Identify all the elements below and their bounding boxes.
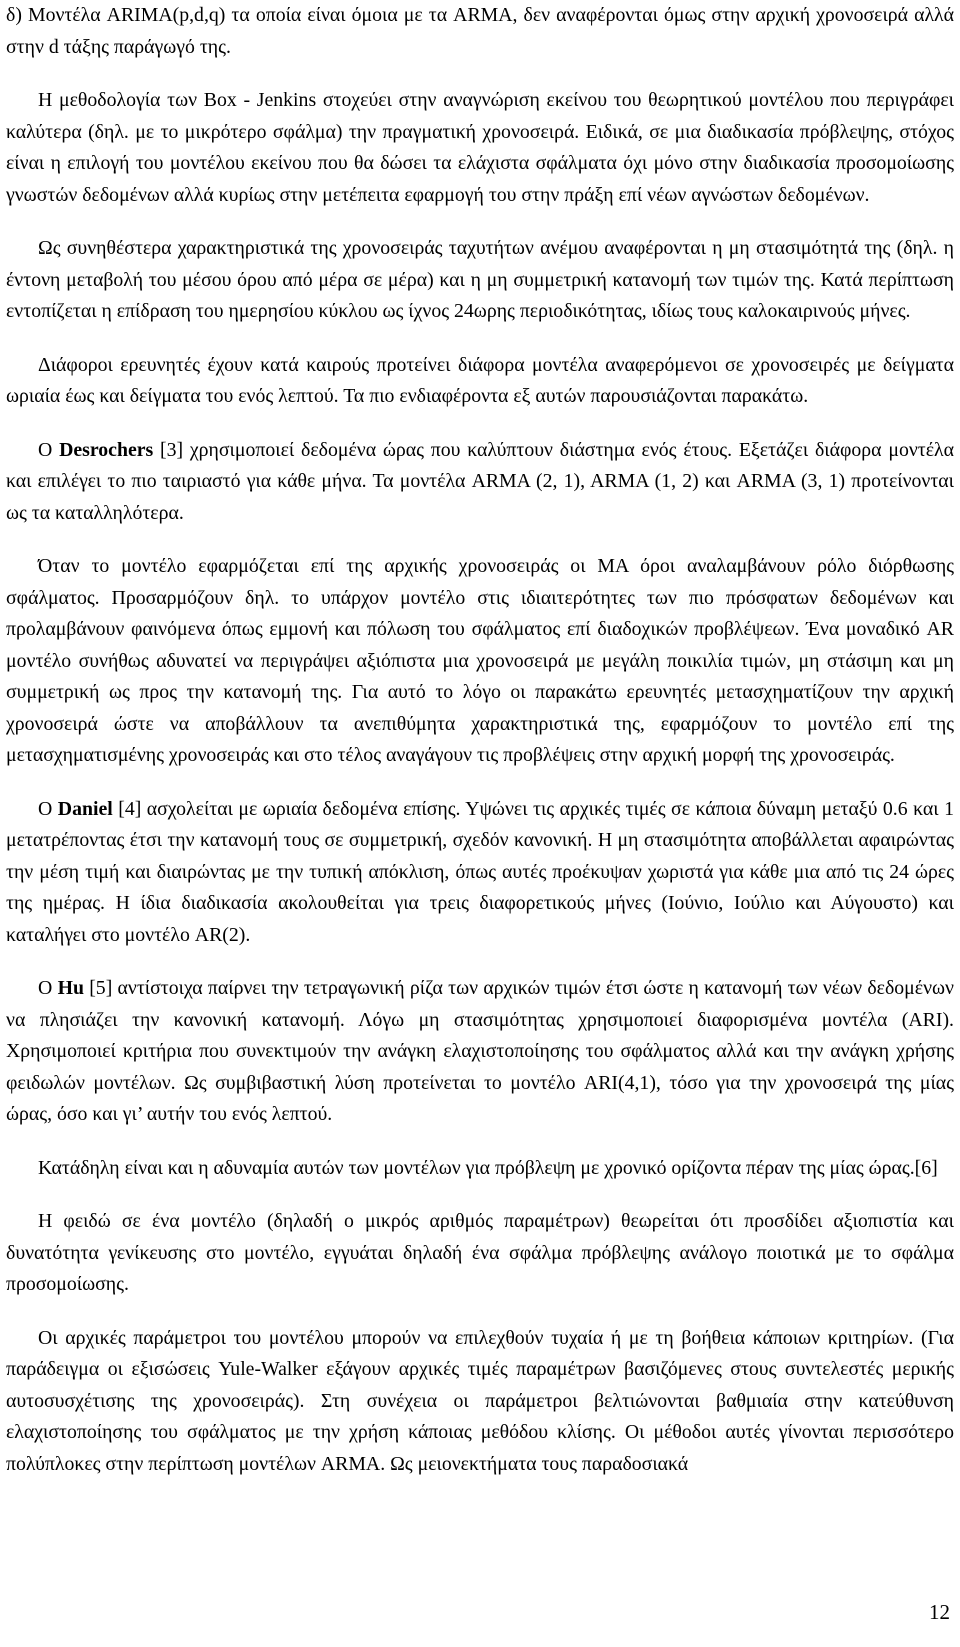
paragraph-text: Ο [38,977,58,999]
paragraph-text: Διάφοροι ερευνητές έχουν κατά καιρούς προτείνει διάφορα μοντέλα αναφερόμενοι σε χρονοσειρές με δείγματα ωριαία έως και δείγματα του ενός λεπτού. Τα πιο ενδιαφέροντα εξ αυτών παρουσιάζονται παρακάτω. [6,353,954,407]
paragraph-arima [6,0,954,63]
paragraph-text: [3] χρησιμοποιεί δεδομένα ώρας που καλύπτουν διάστημα ενός έτους. Εξετάζει διάφορα μοντέλα και επιλέγει το πιο ταιριαστό για κάθε μήνα. Τα μοντέλα ARMA (2, 1), ARMA (1, 2) και ARMA (3, 1) προτείνονται ως τα καταλληλότερα. [6,438,954,524]
paragraph-text: [4] ασχολείται με ωριαία δεδομένα επίσης. Υψώνει τις αρχικές τιμές σε κάποια δύναμη μεταξύ 0.6 και 1 μετατρέποντας έτσι την κατανομή τους σε συμμετρική, σχεδόν κανονική. Η μη στασιμότητα αποβάλλεται αφαιρώντας την μέση τιμή και διαιρώντας με την τυπική απόκλιση, όπως αυτές προέκυψαν χωριστά για κάθε μια από τις 24 ώρες της ημέρας. Η ίδια διαδικασία ακολουθείται για τρεις διαφορετικούς μήνες (Ιούνιο, Ιούλιο και Αύγουστο) και καταλήγει στο μοντέλο AR(2). [6,797,954,946]
paragraph-text: Η φειδώ σε ένα μοντέλο (δηλαδή ο μικρός αριθμός παραμέτρων) θεωρείται ότι προσδίδει αξιοπιστία και δυνατότητα γενίκευσης στο μοντέλο, εγγυάται δηλαδή ένα σφάλμα πρόβλεψης ανάλογο ποιοτικά με το σφάλμα προσομοίωσης. [6,1210,954,1295]
paragraph-box-jenkins [6,85,954,211]
paragraph-weakness [6,1153,954,1185]
author-name-desrochers: Desrochers [59,438,154,461]
paragraph-desrochers [6,435,954,530]
paragraph-text: Ο [38,797,58,820]
paragraph-initial-parameters [6,1323,954,1481]
paragraph-text: Οι αρχικές παράμετροι του μοντέλου μπορούν να επιλεχθούν τυχαία ή με τη βοήθεια κάποιων κριτηρίων. (Για παράδειγμα οι εξισώσεις Yule-Walker εξάγουν αρχικές τιμές παραμέτρων βασιζόμενες στους συντελεστές μερικής αυτοσυσχέτισης της χρονοσειράς). Στη συνέχεια οι παράμετροι βελτιώνονται βαθμιαία στην κατεύθυνση ελαχιστοποίησης του σφάλματος με την χρήση κάποιας μεθόδου κλίσης. Οι μέθοδοι αυτές γίνονται περισσότερο πολύπλοκες στην περίπτωση μοντέλων ARMA. Ως μειονεκτήματα τους παραδοσιακά [6,1326,954,1475]
paragraph-ma-terms [6,551,954,772]
text-body [6,0,954,1502]
author-name-hu: Hu [57,977,84,999]
paragraph-text: Κατάδηλη είναι και η αδυναμία αυτών των μοντέλων για πρόβλεψη με χρονικό ορίζοντα πέραν της μίας ώρας.[6] [38,1156,938,1179]
paragraph-text: [5] αντίστοιχα παίρνει την τετραγωνική ρίζα των αρχικών τιμών έτσι ώστε η κατανομή των νέων δεδομένων να πλησιάζει την κανονική κατανομή. Λόγω μη στασιμότητας χρησιμοποιεί διαφορισμένα μοντέλα (ARI). Χρησιμοποιεί κριτήρια που συνεκτιμούν την ανάγκη ελαχιστοποίησης του σφάλματος αλλά και την ανάγκη χρήσης φειδωλών μοντέλων. Ως συμβιβαστική λύση προτείνεται το μοντέλο ARI(4,1), τόσο για την χρονοσειρά της μίας ώρας, όσο και γι’ αυτήν του ενός λεπτού. [6,977,955,1125]
paragraph-researchers [6,350,954,413]
paragraph-text: Ως συνηθέστερα χαρακτηριστικά της χρονοσειράς ταχυτήτων ανέμου αναφέρονται η μη στασιμότητά της (δηλ. η έντονη μεταβολή του μέσου όρου από μέρα σε μέρα) και η μη συμμετρική κατανομή των τιμών της. Κατά περίπτωση εντοπίζεται η επίδραση του ημερησίου κύκλου ως ίχνος 24ωρης περιοδικότητας, ιδίως τους καλοκαιρινούς μήνες. [6,237,954,322]
author-name-daniel: Daniel [57,797,113,820]
paragraph-daniel [6,794,954,952]
paragraph-characteristics [6,233,954,328]
paragraph-text: δ) Μοντέλα ARIMA(p,d,q) τα οποία είναι όμοια με τα ARMA, δεν αναφέρονται όμως στην αρχική χρονοσειρά αλλά στην d τάξης παράγωγό της. [6,4,954,58]
page-number: 12 [929,1600,950,1624]
paragraph-text: Η μεθοδολογία των Box - Jenkins στοχεύει στην αναγνώριση εκείνου του θεωρητικού μοντέλου που περιγράφει καλύτερα (δηλ. με το μικρότερο σφάλμα) την πραγματική χρονοσειρά. Ειδικά, σε μια διαδικασία πρόβλεψης, στόχος είναι η επιλογή του μοντέλου εκείνου που θα δώσει τα ελάχιστα σφάλματα όχι μόνο στην διαδικασία προσομοίωσης γνωστών δεδομένων αλλά κυρίως στην μετέπειτα εφαρμογή του στην πράξη επί νέων αγνώστων δεδομένων. [6,89,954,206]
paragraph-text: Ο [38,438,60,461]
paragraph-text: Όταν το μοντέλο εφαρμόζεται επί της αρχικής χρονοσειράς οι MA όροι αναλαμβάνουν ρόλο διόρθωσης σφάλματος. Προσαρμόζουν δηλ. το υπάρχον μοντέλο στις ιδιαιτερότητες των πιο πρόσφατων δεδομένων και προλαμβάνουν φαινόμενα όπως εμμονή και πόλωση του σφάλματος επί διαδοχικών προβλέψεων. Ένα μοναδικό AR μοντέλο συνήθως αδυνατεί να περιγράψει αξιόπιστα μια χρονοσειρά με μεγάλη ποικιλία τιμών, μη στάσιμη και μη συμμετρική ως προς την κατανομή της. Για αυτό το λόγο οι παρακάτω ερευνητές μετασχηματίζουν την αρχική χρονοσειρά ώστε να αποβάλλουν τα ανεπιθύμητα χαρακτηριστικά της, εφαρμόζουν το μοντέλο επί της μετασχηματισμένης χρονοσειράς και στο τέλος αναγάγουν τις προβλέψεις στην αρχική μορφή της χρονοσειράς. [6,555,954,766]
paragraph-parsimony [6,1206,954,1301]
paragraph-hu [6,973,954,1131]
